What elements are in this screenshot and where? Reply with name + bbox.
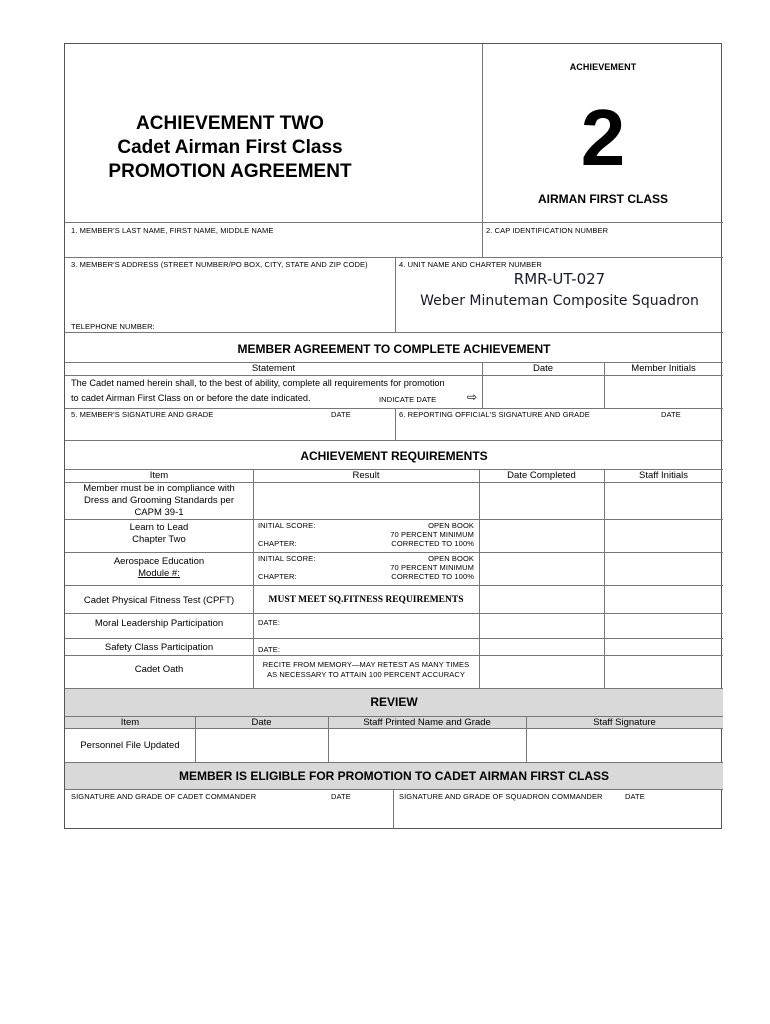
req-col-item: Item xyxy=(149,470,169,481)
official-signature-field[interactable] xyxy=(396,419,722,439)
col-date: Date xyxy=(532,363,554,374)
address-label: 3. MEMBER'S ADDRESS (STREET NUMBER/PO BOX, CITY, STATE AND ZIP CODE) xyxy=(71,260,368,269)
review-personnel-file: Personnel File Updated xyxy=(80,740,180,751)
aero-note xyxy=(365,554,474,581)
cadet-commander-signature-label: SIGNATURE AND GRADE OF CADET COMMANDER xyxy=(71,792,257,801)
req-aero-line2: Module #: xyxy=(138,568,180,579)
form-title-line1: ACHIEVEMENT TWO xyxy=(136,113,324,134)
grade-label: AIRMAN FIRST CLASS xyxy=(538,192,668,206)
req-col-initials: Staff Initials xyxy=(639,470,688,481)
aero-note-line1: OPEN BOOK xyxy=(428,554,474,563)
unit-name: Weber Minuteman Composite Squadron xyxy=(420,293,699,309)
divider xyxy=(65,519,723,520)
agreement-title: MEMBER AGREEMENT TO COMPLETE ACHIEVEMENT xyxy=(237,342,551,356)
review-staff-signature-field[interactable] xyxy=(527,729,722,761)
name-field[interactable] xyxy=(65,234,481,256)
req-cpft: Cadet Physical Fitness Test (CPFT) xyxy=(83,595,235,606)
lead-note-line1: OPEN BOOK xyxy=(428,521,474,530)
form-title xyxy=(65,112,395,184)
req-aero-line1: Aerospace Education xyxy=(113,556,205,567)
statement-line1: The Cadet named herein shall, to the best of ability, complete all requirements for promotion xyxy=(71,378,445,388)
achievement-label: ACHIEVEMENT xyxy=(569,62,637,72)
req-learn-to-lead xyxy=(65,522,253,546)
req-col-result: Result xyxy=(352,470,380,481)
review-col-staff-signature: Staff Signature xyxy=(593,717,656,728)
divider xyxy=(65,789,723,790)
req-dress-line1: Member must be in compliance with xyxy=(83,483,235,494)
lead-chapter-label: CHAPTER: xyxy=(258,539,297,548)
lead-initial-score-label: INITIAL SCORE: xyxy=(258,521,316,530)
capid-field[interactable] xyxy=(483,234,722,256)
form-title-line3: PROMOTION AGREEMENT xyxy=(108,161,352,182)
charter-number: RMR-UT-027 xyxy=(513,270,606,288)
unit-label: 4. UNIT NAME AND CHARTER NUMBER xyxy=(399,260,542,269)
aero-initial-score-label: INITIAL SCORE: xyxy=(258,554,316,563)
req-lead-line2: Chapter Two xyxy=(132,534,186,545)
lead-note-line2: 70 PERCENT MINIMUM xyxy=(390,530,474,539)
review-staff-name-field[interactable] xyxy=(329,729,525,761)
moral-date-label: DATE: xyxy=(258,618,281,627)
divider xyxy=(65,257,723,258)
cpft-requirement: MUST MEET SQ.FITNESS REQUIREMENTS xyxy=(268,595,464,605)
req-dress-grooming xyxy=(65,483,253,519)
req-cadet-oath: Cadet Oath xyxy=(134,664,184,675)
cadet-commander-date-label: DATE xyxy=(331,792,351,801)
statement-line2: to cadet Airman First Class on or before the date indicated. xyxy=(71,393,311,403)
lead-note-line3: CORRECTED TO 100% xyxy=(391,539,474,548)
divider xyxy=(65,552,723,553)
achievement-number: 2 xyxy=(580,93,626,182)
squadron-commander-signature-field[interactable] xyxy=(394,801,722,828)
squadron-commander-date-label: DATE xyxy=(625,792,645,801)
oath-note-line2: AS NECESSARY TO ATTAIN 100 PERCENT ACCURACY xyxy=(267,670,465,679)
safety-date-label: DATE: xyxy=(258,645,281,654)
col-statement: Statement xyxy=(251,363,296,374)
aero-chapter-label: CHAPTER: xyxy=(258,572,297,581)
cadet-commander-signature-field[interactable] xyxy=(65,801,392,828)
telephone-label: TELEPHONE NUMBER: xyxy=(71,322,155,331)
indicate-date: INDICATE DATE xyxy=(379,395,437,404)
divider xyxy=(65,655,723,656)
eligible-title: MEMBER IS ELIGIBLE FOR PROMOTION TO CADET AIRMAN FIRST CLASS xyxy=(178,769,609,783)
divider xyxy=(65,585,723,586)
review-col-date: Date xyxy=(251,717,272,728)
divider xyxy=(65,638,723,639)
req-lead-line1: Learn to Lead xyxy=(129,522,189,533)
member-signature-date-label: DATE xyxy=(331,410,351,419)
divider xyxy=(65,332,723,333)
aero-note-line2: 70 PERCENT MINIMUM xyxy=(390,563,474,572)
aero-note-line3: CORRECTED TO 100% xyxy=(391,572,474,581)
member-signature-field[interactable] xyxy=(65,419,394,439)
oath-note xyxy=(253,660,479,680)
review-title: REVIEW xyxy=(370,695,418,709)
oath-note-line1: RECITE FROM MEMORY—MAY RETEST AS MANY TIMES xyxy=(262,660,470,669)
agreement-date-field[interactable] xyxy=(483,376,603,407)
divider xyxy=(65,408,723,409)
col-member-initials: Member Initials xyxy=(631,363,696,374)
member-signature-label: 5. MEMBER'S SIGNATURE AND GRADE xyxy=(71,410,214,419)
divider xyxy=(65,613,723,614)
address-field[interactable] xyxy=(65,270,394,320)
requirements-title: ACHIEVEMENT REQUIREMENTS xyxy=(300,449,488,463)
divider xyxy=(65,440,723,441)
name-label: 1. MEMBER'S LAST NAME, FIRST NAME, MIDDLE NAME xyxy=(71,226,274,235)
req-moral-leadership: Moral Leadership Participation xyxy=(94,618,224,629)
lead-note xyxy=(365,521,474,548)
official-signature-date-label: DATE xyxy=(661,410,681,419)
review-date-field[interactable] xyxy=(196,729,327,761)
form-title-line2: Cadet Airman First Class xyxy=(117,137,343,158)
req-col-date: Date Completed xyxy=(507,470,576,481)
squadron-commander-signature-label: SIGNATURE AND GRADE OF SQUADRON COMMANDER xyxy=(399,792,603,801)
capid-label: 2. CAP IDENTIFICATION NUMBER xyxy=(486,226,609,235)
review-col-item: Item xyxy=(120,717,140,728)
member-initials-field[interactable] xyxy=(605,376,722,407)
divider xyxy=(65,222,723,223)
arrow-right-icon: ⇨ xyxy=(467,390,478,404)
req-aerospace xyxy=(65,556,253,580)
review-col-staff-name: Staff Printed Name and Grade xyxy=(363,717,491,728)
req-dress-line2: Dress and Grooming Standards per xyxy=(84,495,234,506)
req-safety-class: Safety Class Participation xyxy=(104,642,214,653)
promotion-form xyxy=(64,43,722,829)
official-signature-label: 6. REPORTING OFFICIAL'S SIGNATURE AND GRADE xyxy=(399,410,590,419)
req-dress-line3: CAPM 39-1 xyxy=(134,507,184,518)
